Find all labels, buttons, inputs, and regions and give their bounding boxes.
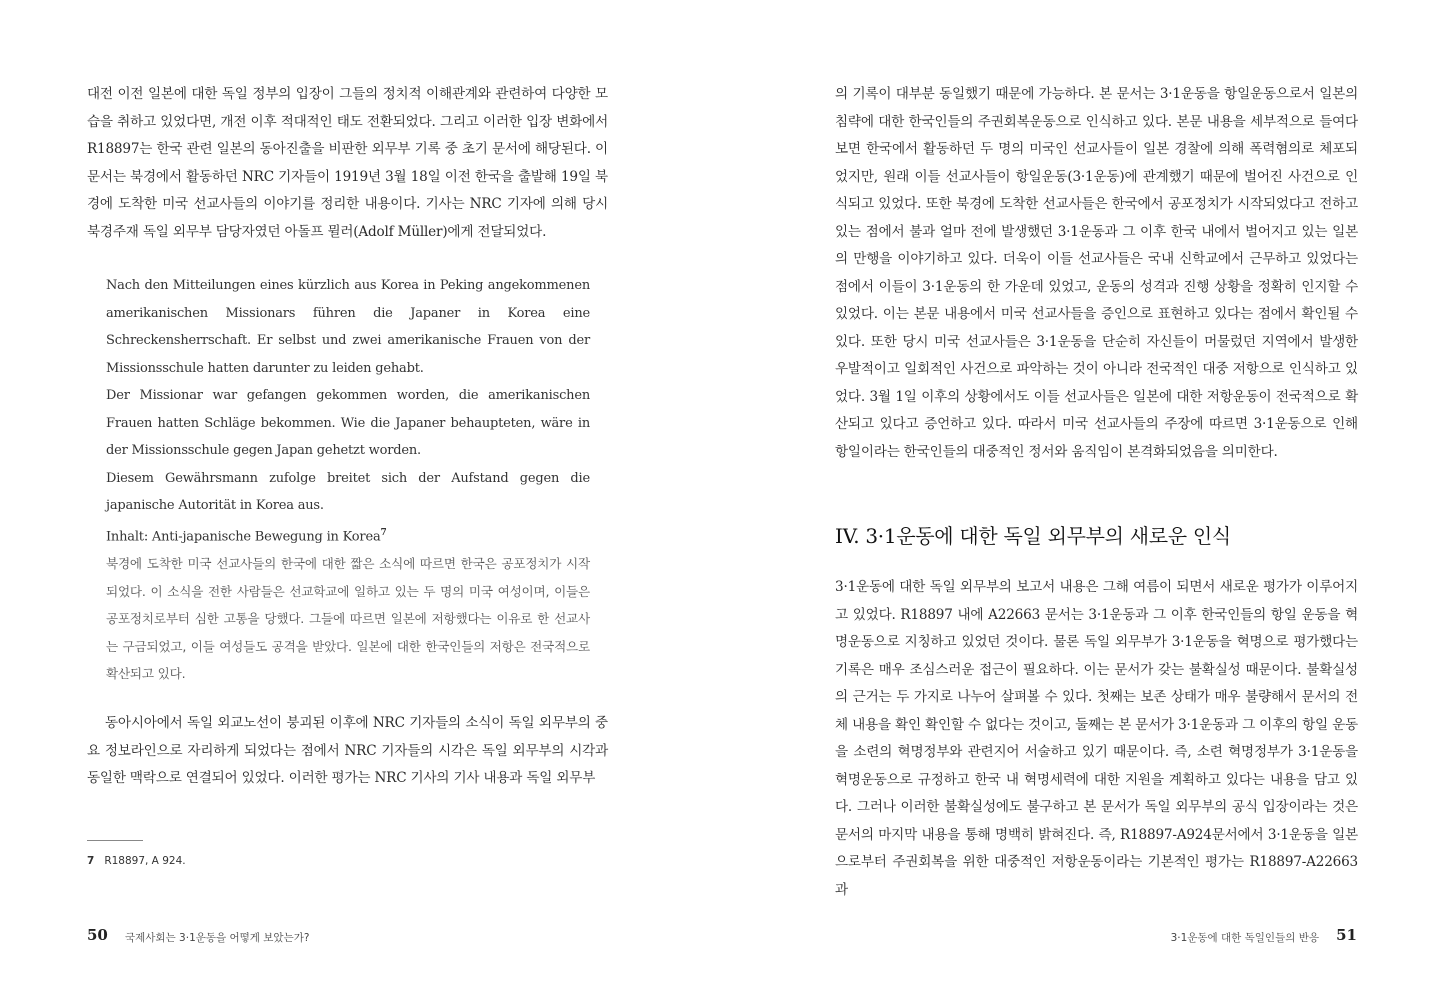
quote-korean-translation: 북경에 도착한 미국 선교사들의 한국에 대한 짧은 소식에 따르면 한국은 공포정치가 시작되었다. 이 소식을 전한 사람들은 선교학교에 일하고 있는 두 명의 미국 여성이며, 이들은 공포정치로부터 심한 고통을 당했다. 그들에 따르면 일본에 저항했다는 이유로 한 선교사는 구금되었고, 이들 여성들도 공격을 받았다. 일본에 대한 한국인들의 저항은 전국적으로 확산되고 있다. (106, 556, 590, 682)
body-paragraph: 의 기록이 대부분 동일했기 때문에 가능하다. 본 문서는 3·1운동을 항일운동으로서 일본의 침략에 대한 한국인들의 주권회복운동으로 인식하고 있다. 본문 내용을 세부적으로 들여다보면 한국에서 활동하던 두 명의 미국인 선교사들이 일본 경찰에 의해 폭력혐의로 체포되었지만, 원래 이들 선교사들이 항일운동(3·1운동)에 관계했기 때문에 벌어진 사건으로 인식되고 있었다. 또한 북경에 도착한 선교사들은 한국에서 공포정치가 시작되었다고 전하고 있는 점에서 불과 얼마 전에 발생했던 3·1운동과 그 이후 한국 내에서 벌어지고 있는 일본의 만행을 이야기하고 있다. 더욱이 이들 선교사들은 국내 신학교에서 근무하고 있었다는 점에서 이들이 3·1운동의 한 가운데 있었고, 운동의 성격과 진행 상황을 정확히 인지할 수 있었다. 이는 본문 내용에서 미국 선교사들을 증인으로 표현하고 있다는 점에서 확인될 수 있다. 또한 당시 미국 선교사들은 3·1운동을 단순히 자신들이 머물렀던 지역에서 발생한 우발적이고 일회적인 사건으로 파악하는 것이 아니라 전국적인 대중 저항으로 인식하고 있었다. 3월 1일 이후의 상황에서도 이들 선교사들은 일본에 대한 저항운동이 전국적으로 확산되고 있다고 증언하고 있다. 따라서 미국 선교사들의 주장에 따르면 3·1운동으로 인해 항일이라는 한국인들의 대중적인 정서와 움직임이 본격화되었음을 의미한다. (835, 86, 1358, 460)
footnote-reference[interactable]: 7 (380, 527, 387, 538)
running-title: 3·1운동에 대한 독일인들의 반응 (1170, 932, 1319, 944)
body-paragraph: 대전 이전 일본에 대한 독일 정부의 입장이 그들의 정치적 이해관계와 관련하여 다양한 모습을 취하고 있었다면, 개전 이후 적대적인 태도 전환되었다. 그리고 이러한 입장 변화에서 R18897는 한국 관련 일본의 동아진출을 비판한 외무부 기록 중 초기 문서에 해당된다. 이 문서는 북경에서 활동하던 NRC 기자들이 1919년 3월 18일 이전 한국을 출발해 19일 북경에 도착한 미국 선교사들의 이야기를 정리한 내용이다. 기사는 NRC 기자에 의해 당시 북경주재 독일 외무부 담당자였던 아돌프 뮐러(Adolf Müller)에게 전달되었다. (87, 86, 608, 240)
running-title: 국제사회는 3·1운동을 어떻게 보았는가? (125, 932, 310, 944)
block-quote (106, 272, 590, 688)
body-paragraph: 3·1운동에 대한 독일 외무부의 보고서 내용은 그해 여름이 되면서 새로운 평가가 이루어지고 있었다. R18897 내에 A22663 문서는 3·1운동과 그 이후 한국인들의 항일 운동을 혁명운동으로 지칭하고 있었던 것이다. 물론 독일 외무부가 3·1운동을 혁명으로 평가했다는 기록은 매우 조심스러운 접근이 필요하다. 이는 문서가 갖는 불확실성 때문이다. 불확실성의 근거는 두 가지로 나누어 살펴볼 수 있다. 첫째는 보존 상태가 매우 불량해서 문서의 전체 내용을 확인 확인할 수 없다는 것이고, 둘째는 본 문서가 3·1운동과 그 이후의 항일 운동을 소련의 혁명정부와 관련지어 서술하고 있기 때문이다. 즉, 소련 혁명정부가 3·1운동을 혁명운동으로 규정하고 한국 내 혁명세력에 대한 지원을 계획하고 있다는 내용을 담고 있다. 그러나 이러한 불확실성에도 불구하고 본 문서가 독일 외무부의 공식 입장이라는 것은 문서의 마지막 내용을 통해 명백히 밝혀진다. 즉, R18897-A924문서에서 3·1운동을 일본으로부터 주권회복을 위한 대중적인 저항운동이라는 기본적인 평가는 R18897-A22663과 (835, 579, 1358, 898)
quote-german-paragraph: Der Missionar war gefangen gekommen worden, die amerikanischen Frauen hatten Schläge bekommen. Wie die Japaner behaupteten, wäre in der Missionsschule gegen Japan gehetzt worden. (106, 388, 590, 458)
quote-inhalt-line (106, 520, 590, 551)
quote-german-paragraph: Diesem Gewährsmann zufolge breitet sich der Aufstand gegen die japanische Autorität in Korea aus. (106, 470, 590, 513)
quote-german-paragraph: Nach den Mitteilungen eines kürzlich aus Korea in Peking angekommenen amerikanischen Missionars führen die Japaner in Korea eine Schreckensherrschaft. Er selbst und zwei amerikanische Frauen von der Missionsschule hatten darunter zu leiden gehabt. (106, 278, 590, 376)
body-paragraph: 동아시아에서 독일 외교노선이 붕괴된 이후에 NRC 기자들의 소식이 독일 외무부의 중요 정보라인으로 자리하게 되었다는 점에서 NRC 기자들의 시각은 독일 외무부의 시각과 동일한 맥락으로 연결되어 있었다. 이러한 평가는 NRC 기사의 기사 내용과 독일 외무부 (87, 715, 608, 786)
quote-inhalt-text: Inhalt: Anti-japanische Bewegung in Korea (106, 528, 381, 544)
footnote (87, 855, 186, 867)
footnote-divider (87, 840, 143, 841)
footnote-number: 7 (87, 855, 95, 867)
page-number: 51 (1336, 926, 1357, 944)
right-page (722, 0, 1444, 994)
footnote-text: R18897, A 924. (104, 855, 186, 867)
page-number: 50 (87, 926, 108, 944)
section-heading: IV. 3·1운동에 대한 독일 외무부의 새로운 인식 (835, 524, 1231, 548)
